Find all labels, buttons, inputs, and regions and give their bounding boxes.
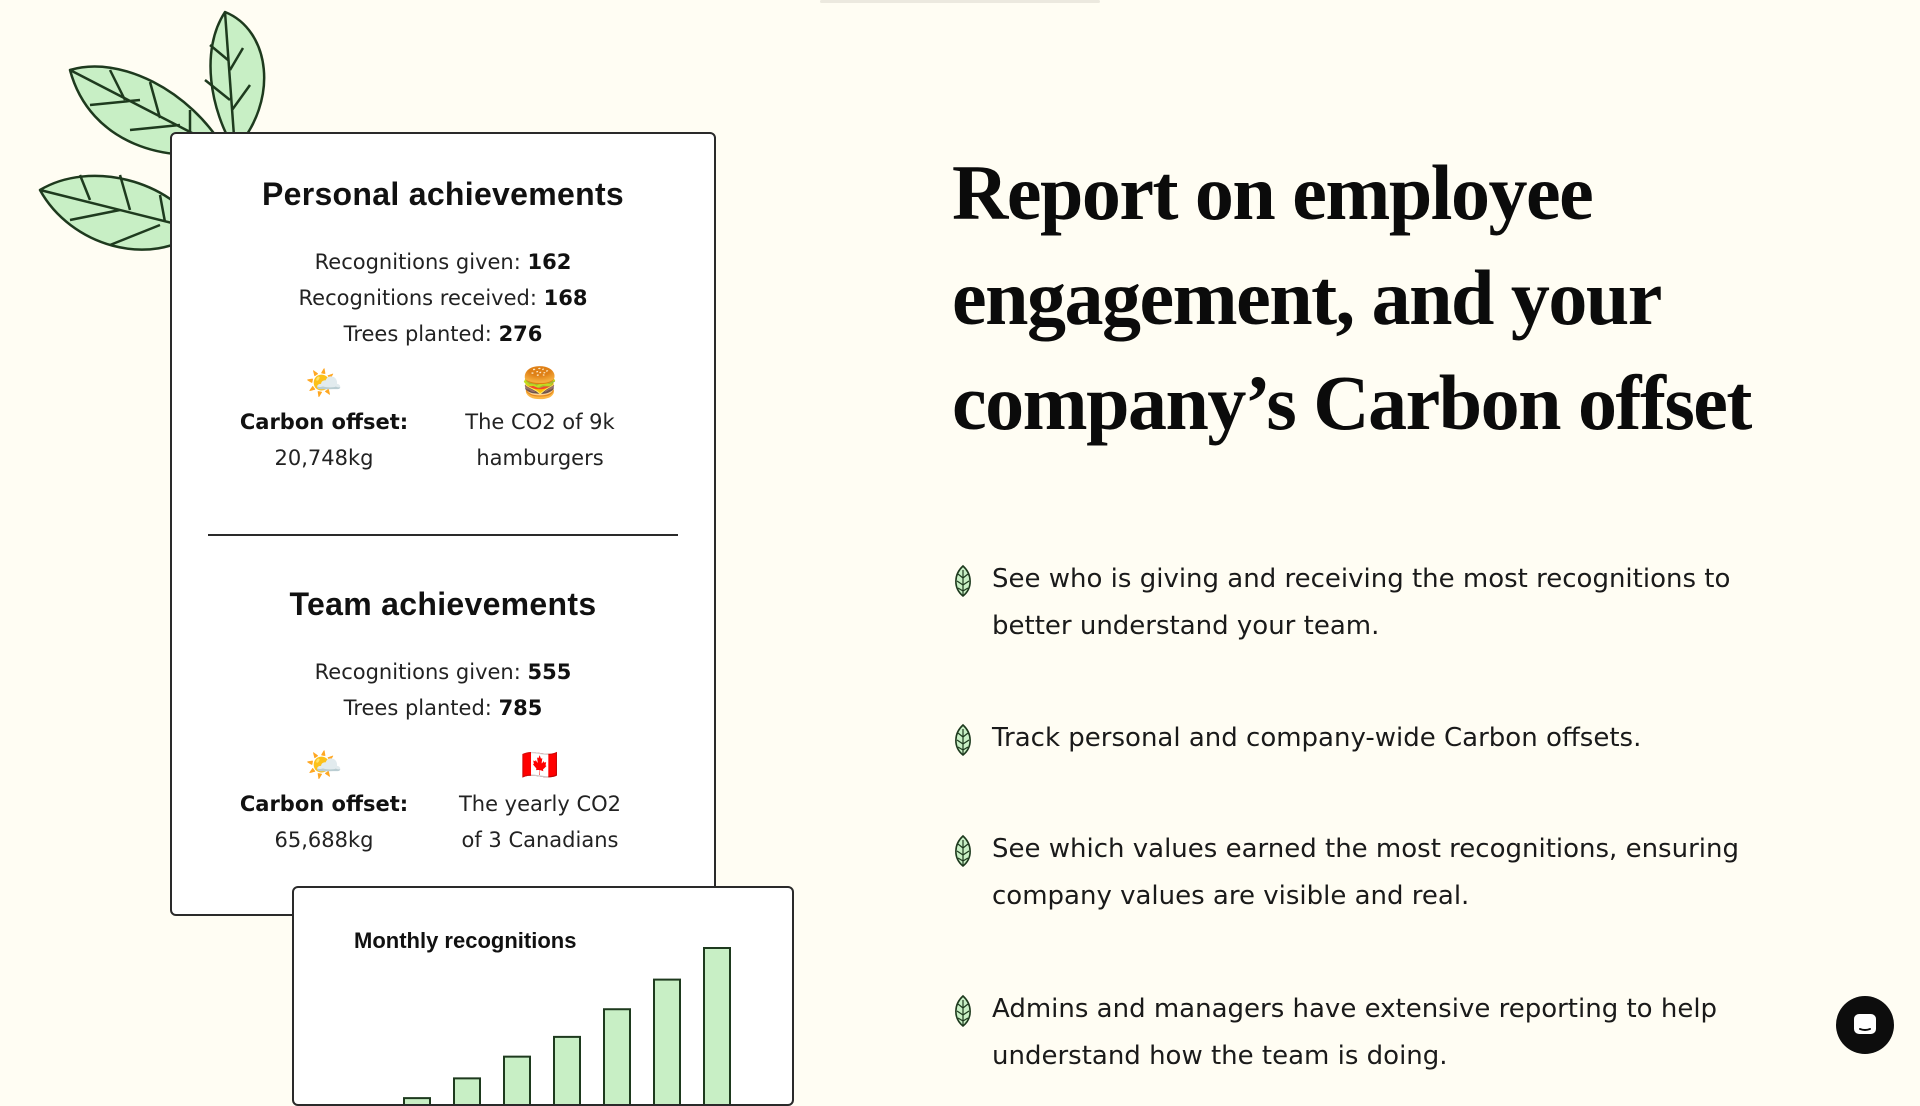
top-divider [820, 0, 1100, 3]
leaf-icon [952, 994, 974, 1028]
chart-bar [404, 1098, 430, 1106]
feature-bullet [952, 826, 1772, 920]
personal-carbon-metric [224, 364, 424, 476]
personal-trees [172, 316, 714, 352]
leaf-icon [952, 834, 974, 868]
feature-bullet [952, 715, 1772, 762]
personal-carbon-value: 20,748kg [274, 446, 374, 470]
bullet-line: See which values earned the most recognitions, ensuring [992, 834, 1739, 864]
sun-cloud-icon: 🌤️ [305, 748, 343, 783]
personal-trees-value: 276 [498, 322, 543, 346]
bullet-line: better understand your team. [992, 611, 1380, 641]
personal-given-label: Recognitions given: [314, 250, 521, 274]
feature-bullet [952, 986, 1772, 1080]
personal-trees-label: Trees planted: [343, 322, 492, 346]
team-equiv-line2: of 3 Canadians [461, 828, 619, 852]
chart-bar [454, 1078, 480, 1106]
team-stats [172, 654, 714, 726]
chart-title: Monthly recognitions [354, 928, 577, 953]
team-given [172, 654, 714, 690]
bullet-text [952, 715, 1772, 762]
page-headline [952, 140, 1852, 455]
bullet-line: company values are visible and real. [992, 881, 1470, 911]
bullet-text [952, 986, 1772, 1080]
team-given-label: Recognitions given: [314, 660, 521, 684]
hamburger-icon: 🍔 [521, 366, 559, 401]
chart-bar [654, 980, 680, 1106]
team-given-value: 555 [527, 660, 572, 684]
bullet-line: Admins and managers have extensive reporting to help [992, 994, 1718, 1024]
achievements-card [170, 132, 716, 916]
personal-received-value: 168 [543, 286, 588, 310]
personal-achievements-title: Personal achievements [261, 176, 625, 212]
bullet-line: understand how the team is doing. [992, 1041, 1448, 1071]
team-trees-value: 785 [498, 696, 543, 720]
bullet-text [952, 826, 1772, 920]
section-divider [208, 534, 678, 536]
headline-line1: Report on employee [952, 149, 1593, 236]
personal-given-value: 162 [527, 250, 572, 274]
personal-stats [172, 244, 714, 352]
bullet-line: See who is giving and receiving the most recognitions to [992, 564, 1731, 594]
personal-equiv-line2: hamburgers [476, 446, 604, 470]
headline-line2: engagement, and your [952, 254, 1661, 341]
team-carbon-value: 65,688kg [274, 828, 374, 852]
personal-equiv-metric [440, 364, 640, 476]
team-trees-label: Trees planted: [343, 696, 492, 720]
personal-received [172, 280, 714, 316]
bullet-text [952, 556, 1772, 650]
canada-flag-icon: 🇨🇦 [521, 748, 559, 783]
chart-bar [604, 1009, 630, 1106]
monthly-recognitions-card [292, 886, 794, 1106]
sun-cloud-icon: 🌤️ [305, 366, 343, 401]
team-carbon-metric [224, 746, 424, 858]
chart-bar [704, 948, 730, 1106]
leaf-icon [952, 564, 974, 598]
headline-line3: company’s Carbon offset [952, 359, 1751, 446]
bullet-line: Track personal and company-wide Carbon offsets. [992, 723, 1642, 753]
personal-carbon-label: Carbon offset: [239, 410, 409, 434]
chart-bar [504, 1057, 530, 1106]
personal-equiv-line1: The CO2 of 9k [465, 410, 615, 434]
team-equiv-line1: The yearly CO2 [458, 792, 622, 816]
chart-bar [554, 1037, 580, 1106]
team-trees [172, 690, 714, 726]
personal-received-label: Recognitions received: [298, 286, 537, 310]
team-carbon-label: Carbon offset: [239, 792, 409, 816]
monthly-recognitions-chart [294, 888, 794, 1106]
team-equiv-metric [440, 746, 640, 858]
leaf-icon [952, 723, 974, 757]
team-achievements-title: Team achievements [289, 586, 597, 622]
chat-bubble-icon [1851, 1011, 1879, 1039]
feature-bullet [952, 556, 1772, 650]
chat-launcher-button[interactable] [1836, 996, 1894, 1054]
personal-given [172, 244, 714, 280]
